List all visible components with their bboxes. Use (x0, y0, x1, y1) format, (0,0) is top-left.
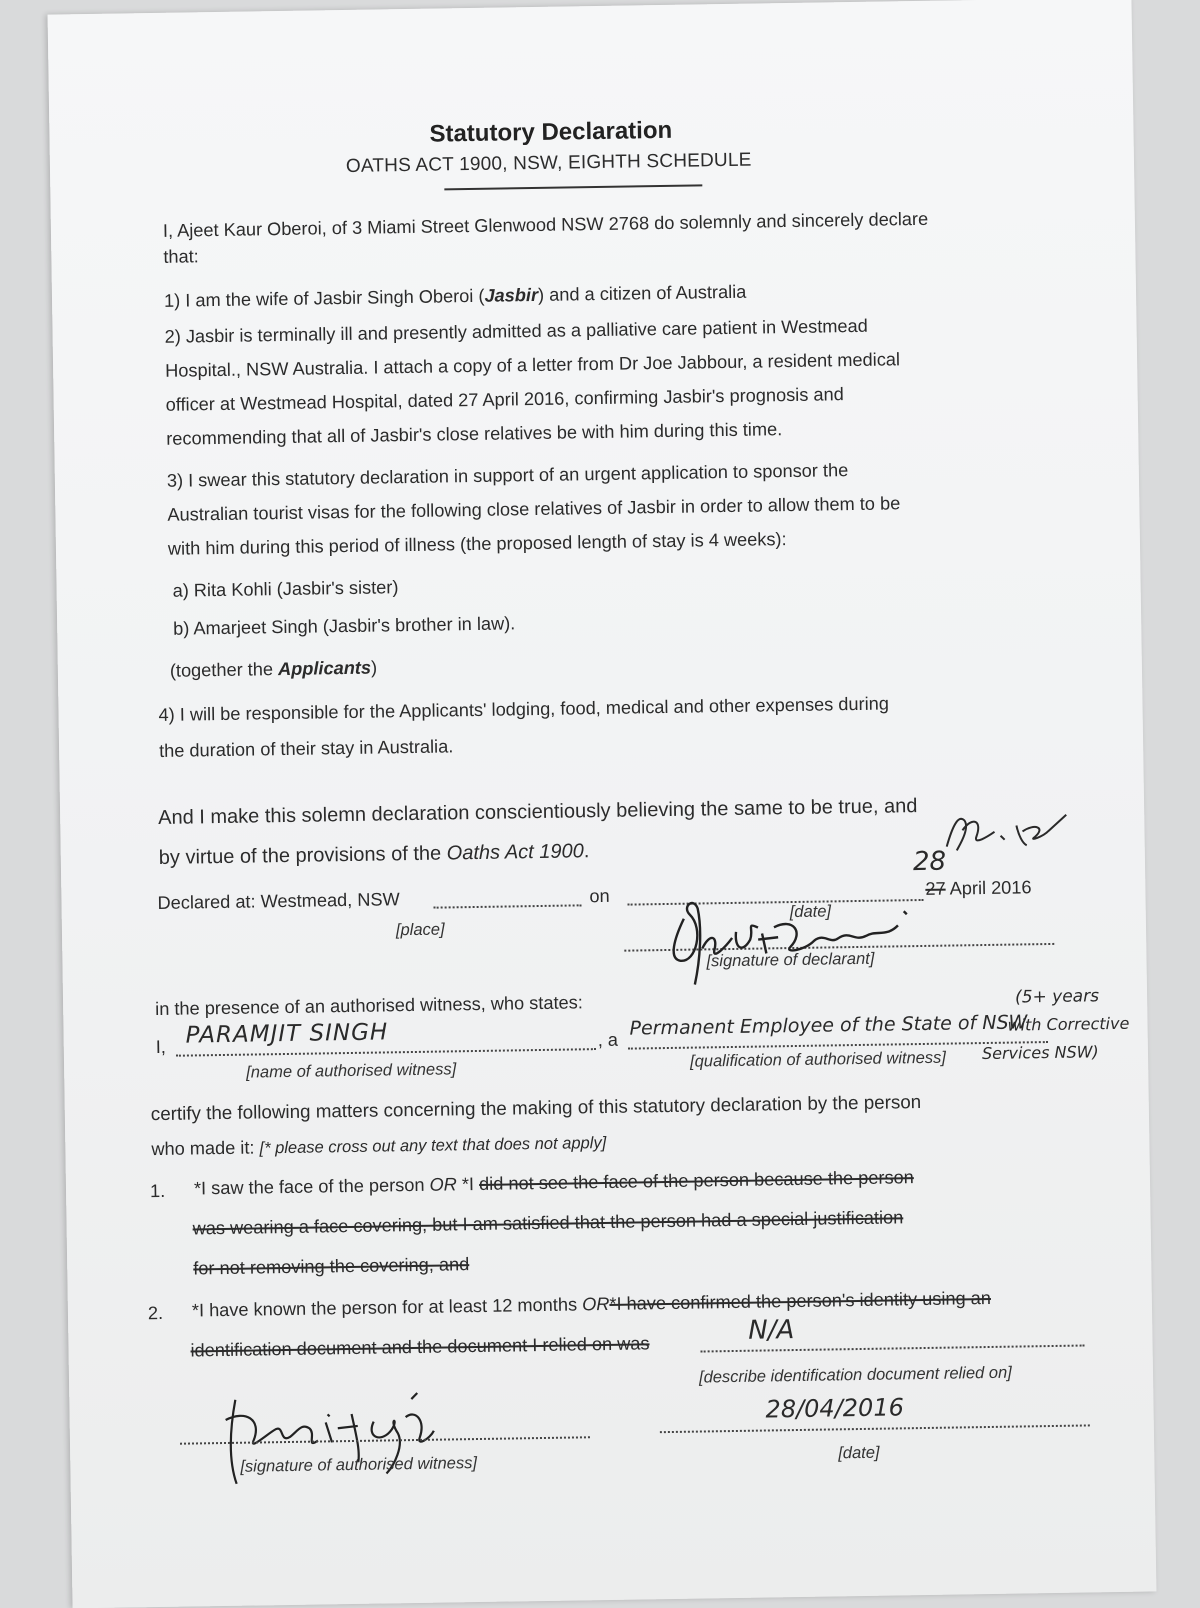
applicants-term: Applicants (277, 657, 372, 680)
paragraph-2-line: officer at Westmead Hospital, dated 27 April 2016, confirming Jasbir's prognosis and (165, 384, 844, 415)
witness-signature-caption: [signature of authorised witness] (240, 1454, 478, 1476)
paragraph-1-pre: 1) I am the wife of Jasbir Singh Oberoi ( (163, 285, 485, 311)
solemn-line-2-pre: by virtue of the provisions of the (158, 842, 447, 869)
applicants-pre: (together the (169, 659, 279, 681)
title-underline (444, 184, 702, 190)
intro-line-1: I, Ajeet Kaur Oberoi, of 3 Miami Street Glenwood NSW 2768 do solemnly and sincerely declare (162, 208, 929, 241)
item-2-number: 2. (147, 1302, 164, 1324)
solemn-act-name: Oaths Act 1900 (446, 840, 584, 865)
item-1-or: OR (429, 1174, 457, 1195)
document-title: Statutory Declaration (429, 116, 673, 148)
paragraph-3-line: 3) I swear this statutory declaration in support of an urgent application to sponsor the (166, 460, 849, 491)
item-2-or: OR (581, 1293, 610, 1315)
relative-item-b: b) Amarjeet Singh (Jasbir's brother in law). (173, 613, 516, 639)
witness-name: PARAMJIT SINGH (185, 1019, 389, 1049)
certify-line-2 (151, 1132, 606, 1160)
cross-out-instruction: [* please cross out any text that does not apply] (259, 1133, 607, 1158)
witness-date-value: 28/04/2016 (765, 1393, 905, 1424)
paragraph-2-line: Hospital., NSW Australia. I attach a copy of a letter from Dr Joe Jabbour, a resident medical (165, 349, 901, 381)
witness-qualification-caption: [qualification of authorised witness] (689, 1048, 947, 1071)
paragraph-4-line-2: the duration of their stay in Australia. (158, 736, 454, 761)
solemn-line-1: And I make this solemn declaration conscientiously believing the same to be true, and (158, 795, 918, 829)
relative-item-a: a) Rita Kohli (Jasbir's sister) (172, 577, 399, 601)
witness-qualification: Permanent Employee of the State of NSW (629, 1011, 1028, 1040)
certify-line-1: certify the following matters concerning the making of this statutory declaration by the person (150, 1091, 922, 1125)
paragraph-1 (164, 282, 747, 312)
item-2-struck-2: identification document and the document I relied on was (190, 1333, 650, 1361)
id-document-value: N/A (748, 1315, 795, 1346)
paragraph-4-line-1: 4) I will be responsible for the Applicants' lodging, food, medical and other expenses during (158, 693, 890, 725)
solemn-line-2 (159, 840, 590, 870)
item-1-struck-3: for not removing the covering, and (193, 1254, 470, 1279)
witness-name-line (176, 1048, 596, 1057)
item-2-line-1 (192, 1288, 991, 1322)
witness-intro: in the presence of an authorised witness, who states: (155, 992, 583, 1020)
intro-line-2: that: (163, 246, 199, 267)
paragraph-2-line: 2) Jasbir is terminally ill and presently admitted as a palliative care patient in Westmead (164, 315, 868, 347)
item-1-line-1 (194, 1167, 914, 1199)
paragraph-1-term: Jasbir (484, 284, 539, 306)
date-correction-initials (938, 805, 1069, 857)
item-1-number: 1. (149, 1180, 166, 1202)
declaration-page (48, 0, 1157, 1608)
document-subtitle: OATHS ACT 1900, NSW, EIGHTH SCHEDULE (345, 149, 752, 177)
declared-date-struck: 27 (925, 878, 946, 899)
declarant-signature (653, 885, 915, 989)
witness-qualification-note: (5+ years (1014, 986, 1100, 1008)
witness-qualification-note: Services NSW) (981, 1042, 1099, 1064)
witness-date-line (660, 1424, 1090, 1433)
place-dotted-line (434, 904, 582, 908)
paragraph-3-line: with him during this period of illness (the proposed length of stay is 4 weeks): (167, 529, 787, 559)
date-correction: 28 (912, 846, 947, 878)
item-1-struck-1: did not see the face of the person because the person (478, 1167, 914, 1194)
paragraph-3-line: Australian tourist visas for the following close relatives of Jasbir in order to allow them to be (167, 493, 901, 525)
declared-date-rest: April 2016 (945, 877, 1032, 899)
item-1-kept-a: *I saw the face of the person (193, 1174, 430, 1199)
witness-i-label: I, (155, 1036, 167, 1058)
paragraph-1-post: ) and a citizen of Australia (537, 281, 747, 305)
declarant-signature-caption: [signature of declarant] (706, 949, 875, 971)
witness-name-caption: [name of authorised witness] (246, 1060, 457, 1082)
declared-at-label: Declared at: Westmead, NSW (157, 889, 400, 913)
applicants-definition (170, 658, 378, 682)
date-caption: [date] (789, 902, 832, 922)
item-2-kept: *I have known the person for at least 12 months (191, 1294, 583, 1321)
witness-a-label: , a (597, 1029, 619, 1051)
applicants-post: ) (370, 657, 378, 678)
declared-date (925, 877, 1032, 900)
solemn-line-2-post: . (583, 840, 590, 863)
place-caption: [place] (395, 920, 445, 940)
id-document-line (701, 1344, 1085, 1352)
witness-date-caption: [date] (838, 1443, 880, 1463)
paragraph-2-line: recommending that all of Jasbir's close relatives be with him during this time. (166, 419, 783, 449)
item-1-kept-b: *I (456, 1173, 480, 1195)
id-document-caption: [describe identification document relied on] (698, 1363, 1012, 1387)
certify-line-2-pre: who made it: (151, 1137, 260, 1160)
item-2-struck-1: *I have confirmed the person's identity using an (609, 1287, 992, 1314)
declared-on-label: on (589, 885, 610, 907)
item-1-struck-2: was wearing a face covering, but I am satisfied that the person had a special justification (192, 1207, 904, 1239)
witness-qualification-note: with Corrective (1007, 1013, 1130, 1035)
